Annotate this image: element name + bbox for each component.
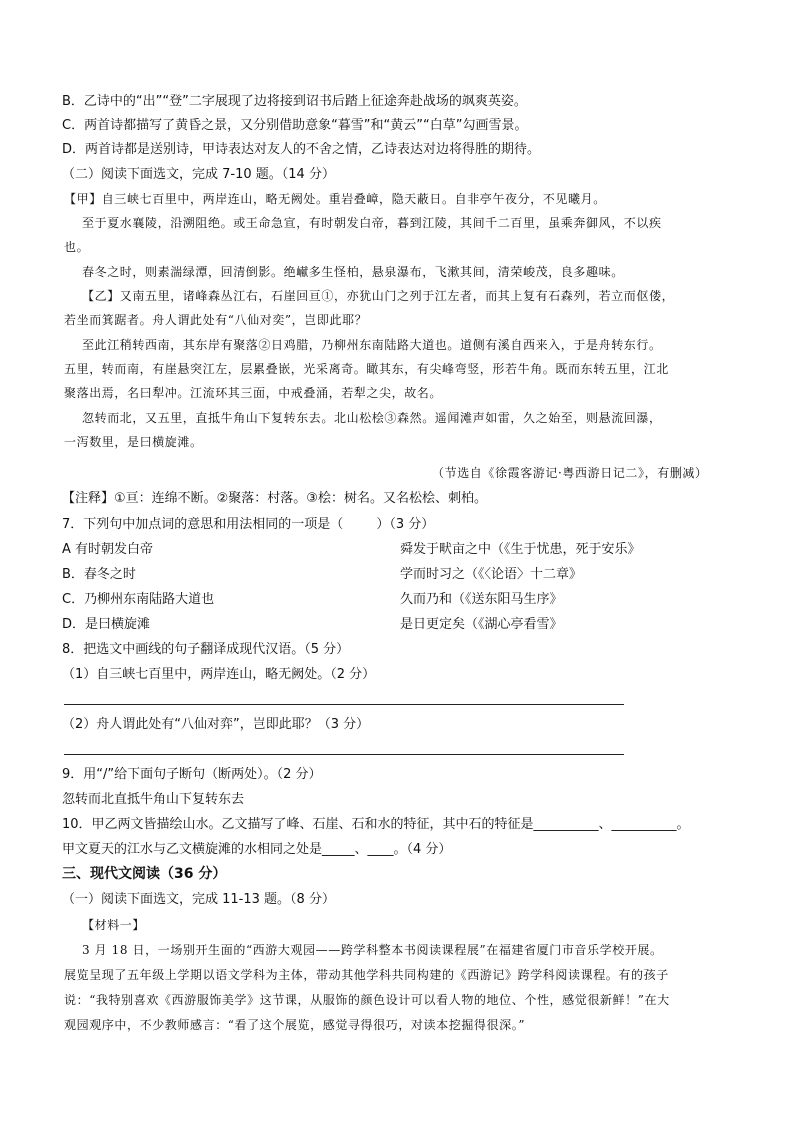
- q8-sub1: （1）自三峡七百里中，两岸连山，略无阙处。（2 分）: [62, 667, 376, 682]
- passage-yi-p2-cont1: 五里，转而南，有崖悬突江左，层累叠嵌，光采离奇。瞰其东，有尖峰弯竖，形若牛角。既而东转五里，江北: [64, 362, 669, 376]
- passage-yi-p2: 至此江稍转西南，其东岸有聚落②日鸡腊，乃柳州东南陆路大道也。道侧有溪自西来入，于是舟转东行。: [82, 338, 662, 352]
- q7-option-b-left: B．春冬之时: [62, 567, 136, 582]
- material-p1: 3 月 18 日，一场别开生面的“西游大观园——跨学科整本书阅读课程展”在福建省厦门市音乐学校开展。: [82, 943, 663, 957]
- q7-option-a-left: A 有时朝发白帝: [62, 542, 154, 557]
- passage-yi-p1-cont: 若坐而箕踞者。舟人谓此处有“八仙对奕”，岂即此耶？: [64, 313, 368, 327]
- section3-title: 三、现代文阅读（36 分）: [62, 866, 227, 882]
- q8-answer-line-1[interactable]: [64, 704, 624, 705]
- section3-sub: （一）阅读下面选文，完成 11-13 题。（8 分）: [62, 892, 335, 907]
- q7-option-b-right: 学而时习之（《〈论语〉十二章》: [400, 567, 583, 582]
- passage-jia-p2-cont: 也。: [64, 240, 90, 254]
- q7-option-d-right: 是日更定矣（《湖心亭看雪》: [400, 617, 563, 632]
- q8-sub2: （2）舟人谓此处有“八仙对弈”，岂即此耶？（3 分）: [62, 717, 370, 732]
- passage-jia-p3: 春冬之时，则素湍绿潭，回清倒影。绝𪩘多生怪柏，悬泉瀑布，飞漱其间，清荣峻茂，良多趣味。: [82, 265, 624, 279]
- passage-yi-p3: 忽转而北，又五里，直抵牛角山下复转东去。北山松桧③森然。遥闻滩声如雷，久之始至，则悬流回瀑，: [82, 411, 662, 425]
- q7-stem: 7．下列句中加点词的意思和用法相同的一项是（ ）（3 分）: [62, 517, 435, 532]
- q9-stem: 9．用“/”给下面句子断句（断两处）。（2 分）: [62, 767, 322, 782]
- passage-yi-p3-cont: 一泻数里，是曰横旋滩。: [64, 435, 203, 449]
- q7-option-c-right: 久而乃和（《送东阳马生序》: [400, 592, 563, 607]
- q10-line1: 10．甲乙两文皆描绘山水。乙文描写了峰、石崖、石和水的特征，其中石的特征是__________、__________。: [62, 817, 690, 832]
- q6-option-d: D．两首诗都是送别诗，甲诗表达对友人的不舍之情，乙诗表达对边将得胜的期待。: [62, 142, 541, 157]
- section2-header: （二）阅读下面选文，完成 7-10 题。（14 分）: [62, 167, 335, 182]
- material-one-label: 【材料一】: [82, 918, 146, 932]
- annotation: 【注释】①亘：连绵不断。②聚落：村落。③桧：树名。又名松桧、刺柏。: [62, 491, 487, 506]
- q6-option-b: B．乙诗中的“出”“登”二字展现了边将接到诏书后踏上征途奔赴战场的飒爽英姿。: [62, 94, 527, 109]
- q7-option-c-left: C．乃柳州东南陆路大道也: [62, 592, 215, 607]
- q8-stem: 8．把选文中画线的句子翻译成现代汉语。（5 分）: [62, 642, 350, 657]
- q7-option-a-right: 舜发于畎亩之中（《生于忧患，死于安乐》: [400, 542, 641, 557]
- material-p1-cont3: 观园观序中，不少教师感言：“看了这个展览，感觉寻得很巧，对读本挖掘得很深。”: [64, 1018, 526, 1032]
- passage-jia-p1: 【甲】自三峡七百里中，两岸连山，略无阙处。重岩叠嶂，隐天蔽日。自非亭午夜分，不见曦月。: [64, 192, 606, 206]
- q7-option-d-left: D．是曰横旋滩: [62, 617, 151, 632]
- material-p1-cont2: 说：“我特别喜欢《西游服饰美学》这节课，从服饰的颜色设计可以看人物的地位、个性，感觉很新鲜！”在大: [64, 993, 670, 1007]
- passage-yi-p1: 【乙】又南五里，诸峰森丛江右，石崖回亘①，亦犹山门之列于江左者，而其上复有石森列，若立而伛偻，: [82, 289, 675, 303]
- q10-line2: 甲文夏天的江水与乙文横旋滩的水相同之处是_____、____。（4 分）: [62, 842, 452, 857]
- q6-option-c: C．两首诗都描写了黄昏之景，又分别借助意象“暮雪”和“黄云”“白草”勾画雪景。: [62, 118, 528, 133]
- passage-yi-p2-cont2: 聚落出焉，名曰犁冲。江流环其三面，中戒叠涌，若犁之尖，故名。: [64, 386, 443, 400]
- q9-sentence: 忽转而北直抵牛角山下复转东去: [62, 792, 245, 807]
- material-p1-cont1: 展览呈现了五年级上学期以语文学科为主体，带动其他学科共同构建的《西游记》跨学科阅读课程。有的孩子: [64, 968, 669, 982]
- passage-jia-p2: 至于夏水襄陵，沿溯阻绝。或王命急宣，有时朝发白帝，暮到江陵，其间千二百里，虽乘奔御风，不以疾: [82, 216, 662, 230]
- source-note: （节选自《徐霞客游记·粤西游日记二》，有删减）: [432, 466, 708, 480]
- q8-answer-line-2[interactable]: [64, 754, 624, 755]
